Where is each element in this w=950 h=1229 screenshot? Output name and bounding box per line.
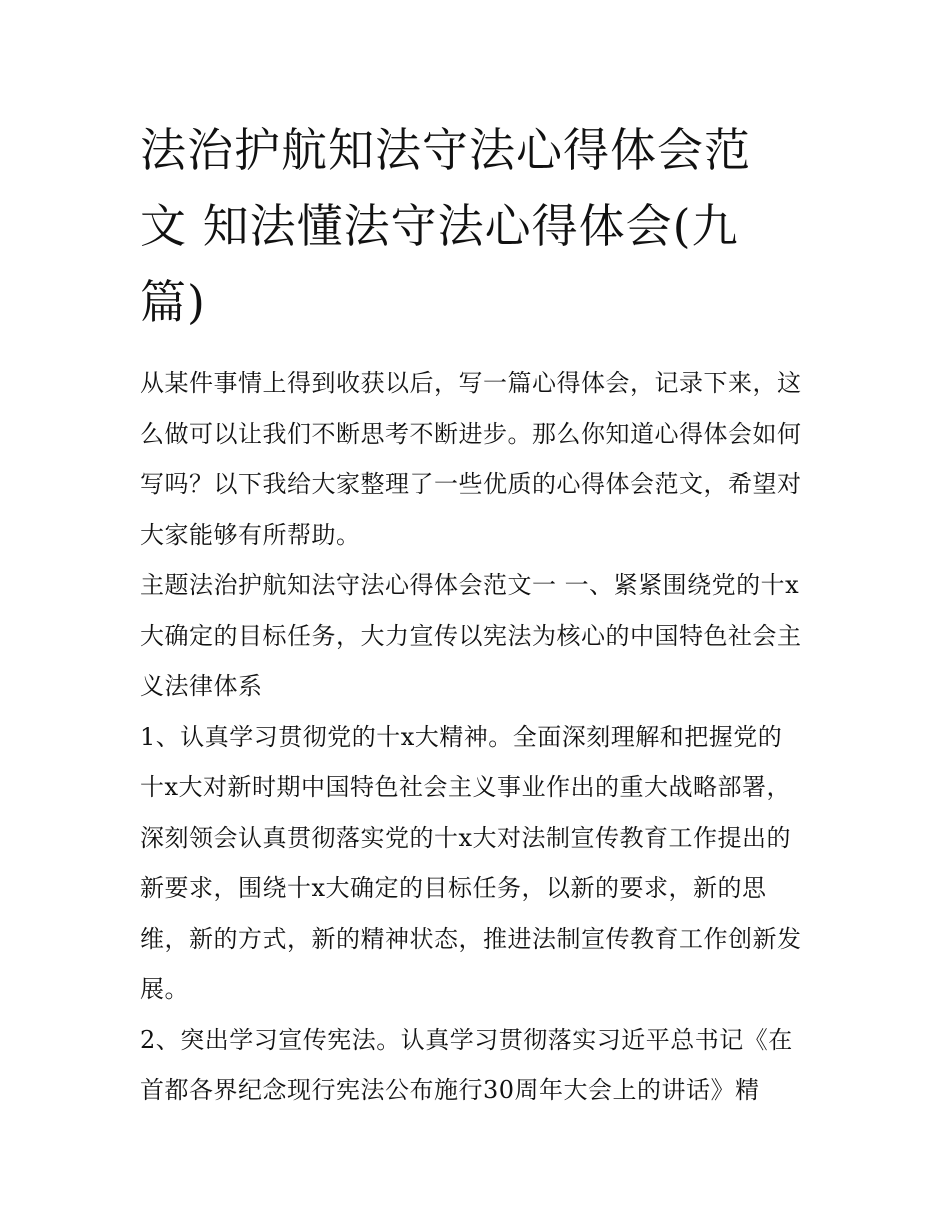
intro-paragraph <box>140 358 820 560</box>
document-title <box>140 112 820 340</box>
text-line: 大家能够有所帮助。 <box>140 520 361 549</box>
item-2-paragraph <box>140 1015 820 1116</box>
text-line: 么做可以让我们不断思考不断进步。那么你知道心得体会如何 <box>140 419 802 448</box>
text-line: 从某件事情上得到收获以后，写一篇心得体会，记录下来，这 <box>140 369 802 397</box>
text-line: 1、认真学习贯彻党的十x大精神。全面深刻理解和把握党的 <box>140 722 783 751</box>
document-page <box>140 112 820 1116</box>
text-line: 维，新的方式，新的精神状态，推进法制宣传教育工作创新发 <box>140 924 802 953</box>
title-line: 文 知法懂法守法心得体会(九 <box>140 199 739 253</box>
text-line: 新要求，围绕十x大确定的目标任务，以新的要求，新的思 <box>140 874 767 902</box>
text-line: 主题法治护航知法守法心得体会范文一 一、紧紧围绕党的十x <box>140 571 800 599</box>
document-body <box>140 358 820 1116</box>
title-line: 法治护航知法守法心得体会范 <box>140 123 751 177</box>
section-heading-paragraph <box>140 560 820 712</box>
text-line: 2、突出学习宣传宪法。认真学习贯彻落实习近平总书记《在 <box>140 1025 793 1054</box>
text-line: 展。 <box>140 975 189 1003</box>
text-line: 大确定的目标任务，大力宣传以宪法为核心的中国特色社会主 <box>140 621 802 650</box>
text-line: 首都各界纪念现行宪法公布施行30周年大会上的讲话》精 <box>140 1076 760 1104</box>
text-line: 义法律体系 <box>140 672 263 700</box>
item-1-paragraph <box>140 712 820 1015</box>
text-line: 深刻领会认真贯彻落实党的十x大对法制宣传教育工作提出的 <box>140 823 792 852</box>
title-line: 篇) <box>140 275 206 329</box>
text-line: 写吗？以下我给大家整理了一些优质的心得体会范文，希望对 <box>140 470 802 498</box>
text-line: 十x大对新时期中国特色社会主义事业作出的重大战略部署， <box>140 773 792 801</box>
